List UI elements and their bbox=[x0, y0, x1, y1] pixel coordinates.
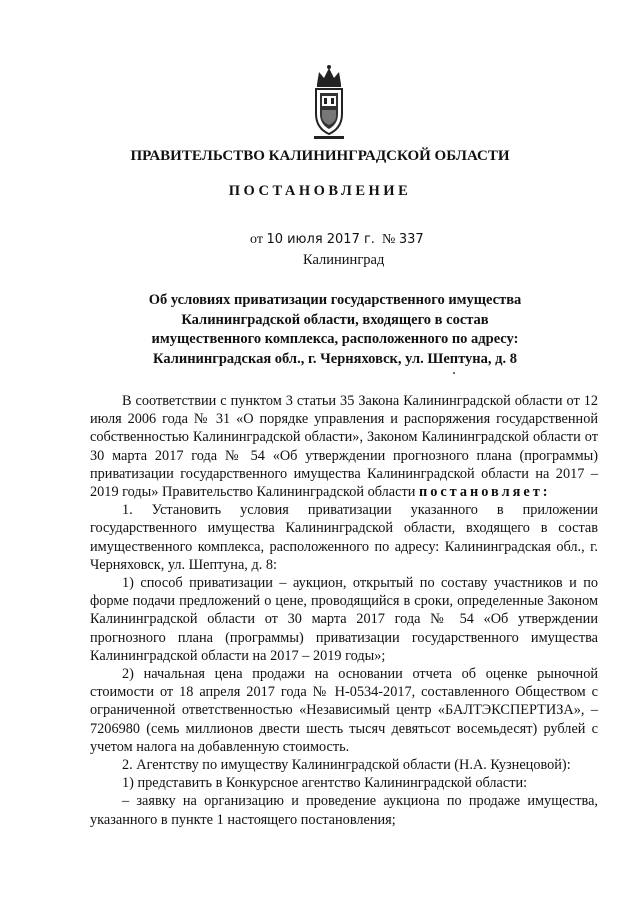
city-name: Калининград bbox=[303, 252, 385, 268]
item-1: 1. Установить условия приватизации указанного в приложении государственного имущества Калининградской области, входящего в состав имущественного комплекса, расположенного по адресу: Калининградская обл., г. Черняховск, ул. Шептуна, д. 8: bbox=[90, 502, 598, 573]
item-2-1: 1) представить в Конкурсное агентство Калининградской области: bbox=[122, 775, 528, 792]
date-prefix: от bbox=[250, 232, 263, 247]
number-prefix: № bbox=[381, 232, 396, 247]
document-subject: Об условиях приватизации государственного имущества Калининградской области, входящего в состав имущественного комплекса, расположенного по адресу: Калининградская обл., г. Черняховск, ул. Шептуна, д. 8 bbox=[148, 292, 522, 367]
document-body bbox=[90, 392, 598, 829]
decides-word: постановляет: bbox=[418, 484, 551, 501]
item-2: 2. Агентству по имуществу Калининградской области (Н.А. Кузнецовой): bbox=[122, 757, 571, 774]
date-number-line bbox=[250, 232, 424, 248]
document-type-title: ПОСТАНОВЛЕНИЕ bbox=[228, 183, 412, 199]
preamble-paragraph bbox=[90, 392, 598, 501]
item-2-1-a: – заявку на организацию и проведение аукциона по продаже имущества, указанного в пункте 1 настоящего постановления; bbox=[90, 793, 598, 828]
item-1-1: 1) способ приватизации – аукцион, открытый по составу участников и по форме подачи предложений о цене, проводящийся в сроки, определенные Законом Калининградской области от 30 марта 2017 года № 54 «Об утверждении прогнозного плана (программы) приватизации государственного имущества Калининградской области на 2017 – 2019 годы»; bbox=[90, 575, 598, 664]
item-1-2: 2) начальная цена продажи на основании отчета об оценке рыночной стоимости от 18 апреля 2017 года № Н-0534-2017, составленного Обществом с ограниченной ответственностью «Независимый центр «БАЛТЭКСПЕРТИЗА», – 7206980 (семь миллионов двести шесть тысяч девятьсот восемьдесят) рублей с учетом налога на добавленную стоимость. bbox=[90, 666, 598, 755]
date-value: 10 июля 2017 г. bbox=[266, 232, 375, 247]
government-title: ПРАВИТЕЛЬСТВО КАЛИНИНГРАДСКОЙ ОБЛАСТИ bbox=[130, 148, 510, 164]
coat-of-arms-emblem bbox=[311, 62, 347, 142]
stray-dot bbox=[453, 372, 455, 374]
number-value: 337 bbox=[398, 232, 424, 247]
preamble-text: В соответствии с пунктом 3 статьи 35 Закона Калининградской области от 12 июля 2006 года № 31 «О порядке управления и распоряжения государственной собственностью Калининградской области», Законом Калининградской области от 30 марта 2017 года № 54 «Об утверждении прогнозного плана (программы) приватизации государственного имущества Калининградской области на 2017 – 2019 годы» Правительство Калининградской области bbox=[90, 393, 598, 501]
